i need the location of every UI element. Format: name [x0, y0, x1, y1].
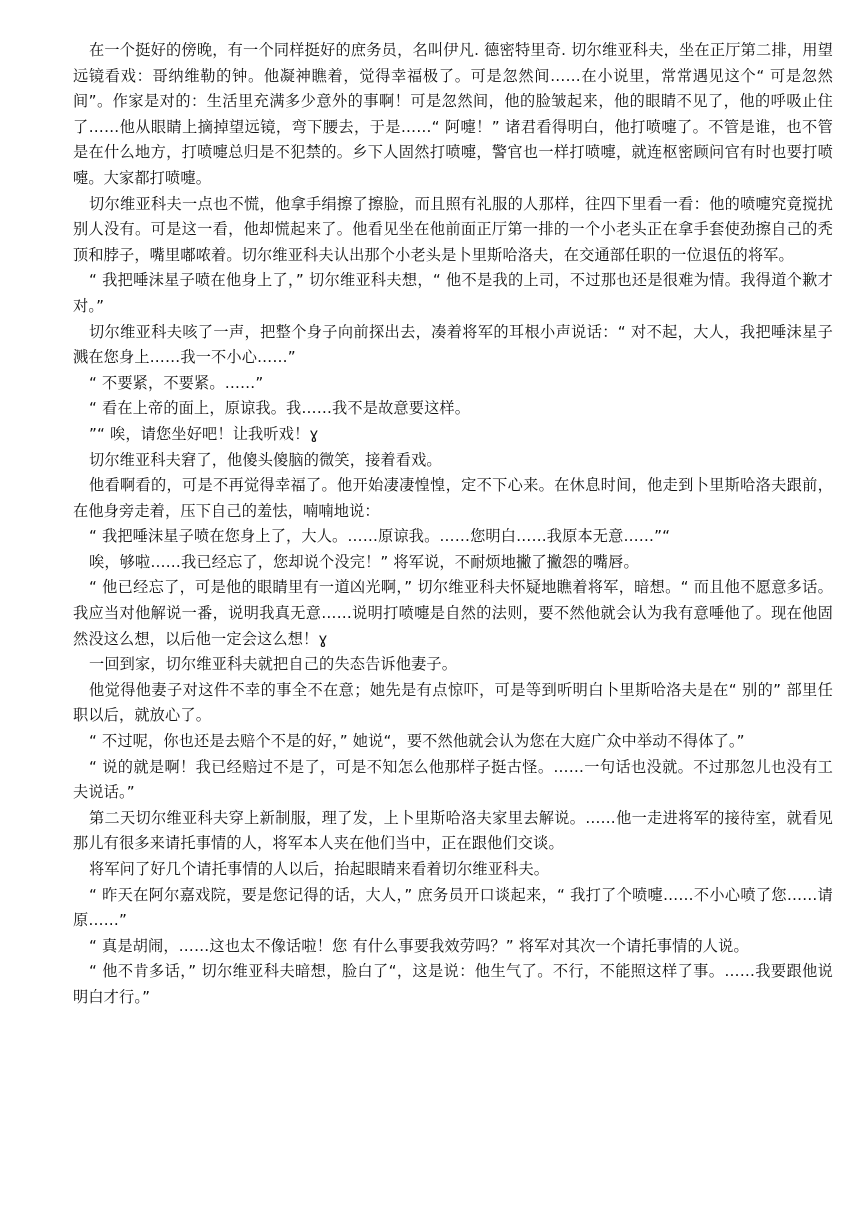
- paragraph: 在一个挺好的傍晚，有一个同样挺好的庶务员，名叫伊凡. 德密特里奇. 切尔维亚科夫，坐在正厅第二排，用望远镜看戏：哥纳维勒的钟。他凝神瞧着，觉得幸福极了。可是忽然间……在小说里，常常遇见这个“ 可是忽然间”。作家是对的：生活里充满多少意外的事啊！可是忽然间，他的脸皱起来，他的眼睛不见了，他的呼吸止住了……他从眼睛上摘掉望远镜，弯下腰去，于是……“ 阿嚏！” 诸君看得明白，他打喷嚏了。不管是谁，也不管是在什么地方，打喷嚏总归是不犯禁的。乡下人固然打喷嚏，警官也一样打喷嚏，就连枢密顾问官有时也要打喷嚏。大家都打喷嚏。: [73, 41, 833, 187]
- paragraph: “ 真是胡闹，……这也太不像话啦！您 有什么事要我效劳吗？” 将军对其次一个请托事情的人说。: [89, 936, 749, 955]
- paragraph: “ 他已经忘了，可是他的眼睛里有一道凶光啊，” 切尔维亚科夫怀疑地瞧着将军，暗想。“ 而且他不愿意多话。我应当对他解说一番，说明我真无意……说明打喷嚏是自然的法则，要不然他就会认为我有意唾他了。现在他固然没这么想，以后他一定会这么想！ɣ: [73, 578, 833, 648]
- paragraph: 唉，够啦……我已经忘了，您却说个没完！” 将军说，不耐烦地撇了撇怨的嘴唇。: [89, 552, 639, 571]
- paragraph: 第二天切尔维亚科夫穿上新制服，理了发，上卜里斯哈洛夫家里去解说。……他一走进将军的接待室，就看见那儿有很多来请托事情的人，将军本人夹在他们当中，正在跟他们交谈。: [73, 808, 833, 853]
- paragraph: 一回到家，切尔维亚科夫就把自己的失态告诉他妻子。: [89, 655, 458, 674]
- paragraph: 切尔维亚科夫一点也不慌，他拿手绢擦了擦脸，而且照有礼服的人那样，往四下里看一看：他的喷嚏究竟搅扰别人没有。可是这一看，他却慌起来了。他看见坐在他前面正厅第一排的一个小老头正在拿手套使劲擦自己的秃顶和脖子，嘴里嘟哝着。切尔维亚科夫认出那个小老头是卜里斯哈洛夫，在交通部任职的一位退伍的将军。: [73, 194, 833, 264]
- paragraph: “ 我把唾沫星子喷在他身上了，” 切尔维亚科夫想，“ 他不是我的上司，不过那也还是很难为情。我得道个歉才对。”: [73, 271, 833, 315]
- paragraph: “ 昨天在阿尔嘉戏院，要是您记得的话，大人，” 庶务员开口谈起来，“ 我打了个喷嚏……不小心喷了您……请原……”: [73, 885, 833, 930]
- paragraph: ”“ 唉，请您坐好吧！让我听戏！ɣ: [89, 424, 319, 443]
- paragraph: 将军问了好几个请托事情的人以后，抬起眼睛来看着切尔维亚科夫。: [89, 860, 550, 878]
- paragraph: 他觉得他妻子对这件不幸的事全不在意；她先是有点惊吓，可是等到听明白卜里斯哈洛夫是在“ 别的” 部里任职以后，就放心了。: [73, 680, 833, 725]
- paragraph: “ 不要紧，不要紧。……”: [89, 373, 264, 392]
- paragraph: 他看啊看的，可是不再觉得幸福了。他开始凄凄惶惶，定不下心来。在休息时间，他走到卜里斯哈洛夫跟前，在他身旁走着，压下自己的羞怯，喃喃地说：: [73, 476, 833, 520]
- paragraph: “ 看在上帝的面上，原谅我。我……我不是故意要这样。: [89, 399, 471, 418]
- paragraph: “ 他不肯多话，” 切尔维亚科夫暗想，脸白了“，这是说：他生气了。不行，不能照这样了事。……我要跟他说明白才行。”: [73, 962, 833, 1006]
- paragraph: 切尔维亚科夫咳了一声，把整个身子向前探出去，凑着将军的耳根小声说话：“ 对不起，大人，我把唾沫星子溅在您身上……我一不小心……”: [73, 322, 833, 367]
- paragraph: “ 我把唾沫星子喷在您身上了，大人。……原谅我。……您明白……我原本无意……”“: [89, 527, 671, 546]
- paragraph: 切尔维亚科夫窘了，他傻头傻脑的微笑，接着看戏。: [89, 450, 442, 469]
- document-page: [73, 38, 833, 1011]
- paragraph: “ 不过呢，你也还是去赔个不是的好，” 她说“，要不然他就会认为您在大庭广众中举动不得体了。”: [89, 732, 745, 751]
- paragraph: “ 说的就是啊！我已经赔过不是了，可是不知怎么他那样子挺古怪。……一句话也没就。不过那忽儿也没有工夫说话。”: [73, 757, 833, 802]
